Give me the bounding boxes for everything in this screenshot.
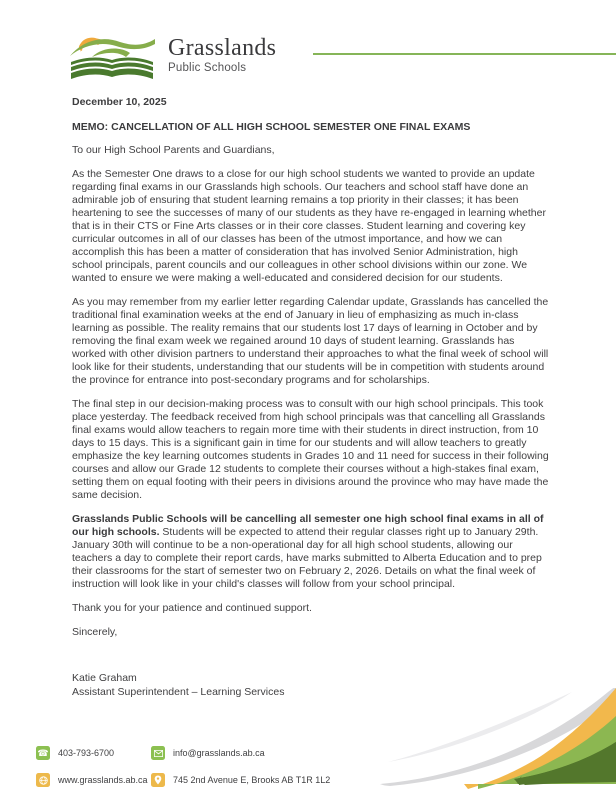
paragraph-4-bold: Grasslands Public Schools will be cancelling all semester one high school final exams in all of our high schools. (72, 513, 544, 538)
salutation: To our High School Parents and Guardians, (72, 144, 275, 156)
map-pin-icon (151, 773, 165, 787)
signature-title: Assistant Superintendent – Learning Services (72, 686, 285, 698)
footer-decoration (378, 688, 616, 792)
contact-website[interactable] (36, 773, 151, 787)
logo-text (168, 36, 276, 75)
globe-icon (36, 773, 50, 787)
paragraph-4 (72, 513, 551, 591)
street-address: 745 2nd Avenue E, Brooks AB T1R 1L2 (173, 775, 331, 785)
website-url[interactable]: www.grasslands.ab.ca (58, 775, 148, 785)
paragraph-2: As you may remember from my earlier letter regarding Calendar update, Grasslands has cancelled the traditional final examination weeks at the end of January in lieu of emphasizing as much in-class learning as possible. The reality remains that our students lost 17 days of learning in October and by removing the final exam week we regained around 10 days of student learning. Grasslands has worked with other division partners to understand their approaches to what the final week of school will look like for their students, understanding that our students will be in competition with students around the province for entrance into post-secondary programs and for scholarships. (72, 296, 549, 386)
contact-phone (36, 746, 151, 760)
paragraph-3: The final step in our decision-making process was to consult with our high school principals. This took place yesterday. The feedback received from high school principals was that cancelling all Grasslands final exams would allow teachers to regain more time with their students in direct instruction, from 10 days to 15 days. This is a significant gain in time for our students and will allow teachers to greatly emphasize the key learning outcomes students in Grades 10 and 11 need for success in their following courses and allow our Grade 12 students to complete their courses without a high-stakes final exam, setting them on equal footing with their peers in divisions around the province who may have made the same decision. (72, 398, 549, 501)
footer-contacts (36, 746, 330, 787)
letterhead (68, 28, 276, 82)
org-subtitle: Public Schools (168, 61, 247, 74)
paragraph-1: As the Semester One draws to a close for our high school students we wanted to provide an update regarding final exams in our Grasslands high schools. Our teachers and school staff have done an admirable job of ensuring that student learning remains a top priority in their classes; it has been heartening to see the successes of many of our students as they have re-engaged in learning whether that is in their CTS or Fine Arts classes or in their core classes. Student learning and covering key curricular outcomes in all of our classes has been of the utmost importance, and how we can accomplish this has been a matter of consideration that has involved Senior Administration, high school principals, parent councils and our colleagues in other school divisions within our zone. We wanted to ensure we were making a well-educated and considered decision for our students. (72, 168, 546, 284)
paragraph-4-rest: Students will be expected to attend their regular classes right up to January 29th. January 30th will continue to be a non-operational day for all high school students, allowing our teachers a day to complete their report cards, have marks submitted to Alberta Education and to prep their classrooms for the start of semester two on February 2, 2026. Details on what the final week of instruction will look like in your child's classes will follow from your school principal. (72, 526, 542, 590)
signature-name: Katie Graham (72, 672, 137, 684)
contact-email[interactable] (151, 746, 330, 760)
header-rule (313, 53, 616, 55)
paragraph-thanks: Thank you for your patience and continued support. (72, 602, 312, 614)
grasslands-logo-icon (68, 29, 156, 81)
footer-swoosh-graphic (378, 688, 616, 792)
letter-body (72, 96, 551, 699)
date-line: December 10, 2025 (72, 96, 167, 108)
envelope-icon (151, 746, 165, 760)
org-name: Grasslands (168, 34, 277, 61)
subject-line: MEMO: CANCELLATION OF ALL HIGH SCHOOL SEMESTER ONE FINAL EXAMS (72, 121, 471, 133)
closing-line: Sincerely, (72, 626, 118, 638)
phone-number: 403-793-6700 (58, 748, 115, 758)
phone-icon: ☎ (37, 748, 49, 758)
contact-address (151, 773, 330, 787)
email-address[interactable]: info@grasslands.ab.ca (173, 748, 265, 758)
